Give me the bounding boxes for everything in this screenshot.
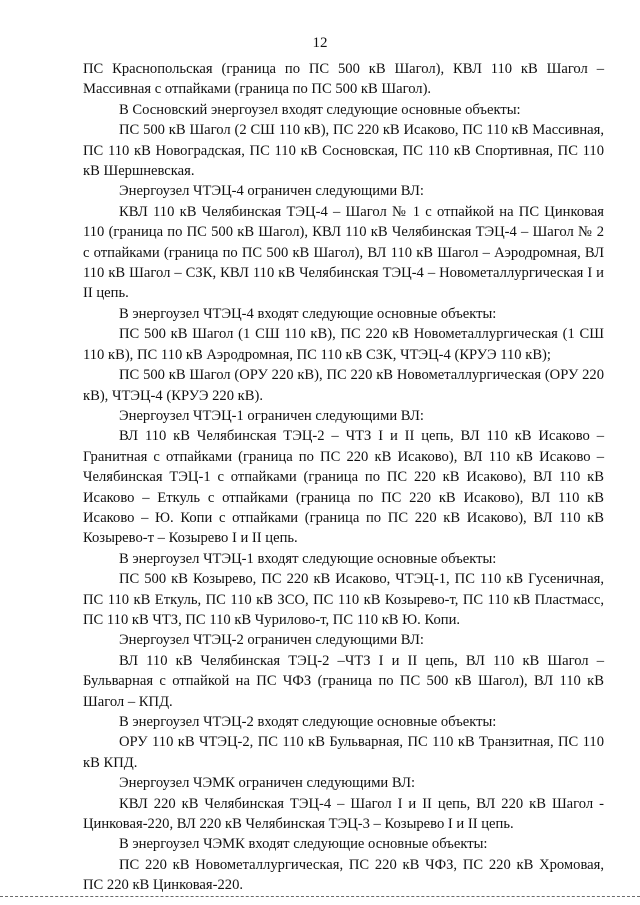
paragraph-sosnovsky-boundary-end: ПС Краснопольская (граница по ПС 500 кВ Шагол), КВЛ 110 кВ Шагол – Массивная с отпайками (граница по ПС 500 кВ Шагол). bbox=[83, 61, 604, 98]
paragraph-sosnovsky-objects: ПС 500 кВ Шагол (2 СШ 110 кВ), ПС 220 кВ Исаково, ПС 110 кВ Массивная, ПС 110 кВ Новоградская, ПС 110 кВ Сосновская, ПС 110 кВ Спортивная, ПС 110 кВ Шершневская. bbox=[83, 122, 604, 180]
paragraph-chemk-boundary-lines: КВЛ 220 кВ Челябинская ТЭЦ-4 – Шагол I и II цепь, ВЛ 220 кВ Шагол - Цинковая-220, ВЛ 220 кВ Челябинская ТЭЦ-3 – Козырево I и II цепь. bbox=[83, 795, 604, 833]
paragraph-chtec4-objects-220: ПС 500 кВ Шагол (ОРУ 220 кВ), ПС 220 кВ Новометаллургическая (ОРУ 220 кВ), ЧТЭЦ-4 (КРУЭ 220 кВ). bbox=[83, 367, 604, 404]
page-number: 12 bbox=[312, 35, 328, 51]
paragraph-chtec4-boundary-lines: КВЛ 110 кВ Челябинская ТЭЦ-4 – Шагол № 1 с отпайкой на ПС Цинковая 110 (граница по ПС 500 кВ Шагол), КВЛ 110 кВ Челябинская ТЭЦ-4 – Шагол № 2 с отпайками (граница по ПС 500 кВ Шагол), ВЛ 110 кВ Шагол – Аэродромная, ВЛ 110 кВ Шагол – СЗК, КВЛ 110 кВ Челябинская ТЭЦ-4 – Новометаллургическая I и II цепь. bbox=[83, 203, 604, 302]
paragraph-chtec1-boundary-lines: ВЛ 110 кВ Челябинская ТЭЦ-2 – ЧТЗ I и II цепь, ВЛ 110 кВ Исаково – Гранитная с отпайками (граница по ПС 220 кВ Исаково), ВЛ 110 кВ Исаково – Челябинская ТЭЦ-1 с отпайками (граница по ПС 220 кВ Исаково), ВЛ 110 кВ Исаково – Еткуль с отпайками (граница по ПС 220 кВ Исаково), ВЛ 110 кВ Исаково – Ю. Копи с отпайками (граница по ПС 220 кВ Исаково), ВЛ 110 кВ Козырево-т – Козырево I и II цепь. bbox=[83, 428, 604, 547]
paragraph-chtec2-objects: ОРУ 110 кВ ЧТЭЦ-2, ПС 110 кВ Бульварная, ПС 110 кВ Транзитная, ПС 110 кВ КПД. bbox=[83, 734, 604, 771]
paragraph-chtec2-objects-heading: В энергоузел ЧТЭЦ-2 входят следующие основные объекты: bbox=[119, 714, 497, 730]
paragraph-chemk-objects-heading: В энергоузел ЧЭМК входят следующие основные объекты: bbox=[119, 836, 488, 853]
paragraph-chemk-boundary-heading: Энергоузел ЧЭМК ограничен следующими ВЛ: bbox=[119, 775, 416, 792]
paragraph-sosnovsky-objects-heading: В Сосновский энергоузел входят следующие основные объекты: bbox=[119, 101, 521, 118]
paragraph-chemk-objects: ПС 220 кВ Новометаллургическая, ПС 220 кВ ЧФЗ, ПС 220 кВ Хромовая, ПС 220 кВ Цинковая-220. bbox=[83, 856, 604, 894]
paragraph-chtec2-boundary-heading: Энергоузел ЧТЭЦ-2 ограничен следующими ВЛ: bbox=[119, 632, 424, 649]
paragraph-chtec4-objects-110: ПС 500 кВ Шагол (1 СШ 110 кВ), ПС 220 кВ Новометаллургическая (1 СШ 110 кВ), ПС 110 кВ Аэродромная, ПС 110 кВ СЗК, ЧТЭЦ-4 (КРУЭ 110 кВ); bbox=[83, 326, 604, 363]
paragraph-chtec2-boundary-lines: ВЛ 110 кВ Челябинская ТЭЦ-2 –ЧТЗ I и II цепь, ВЛ 110 кВ Шагол – Бульварная с отпайкой на ПС ЧФЗ (граница по ПС 500 кВ Шагол), ВЛ 110 кВ Шагол – КПД. bbox=[83, 652, 604, 710]
paragraph-chtec1-boundary-heading: Энергоузел ЧТЭЦ-1 ограничен следующими ВЛ: bbox=[119, 407, 424, 424]
paragraph-chtec4-objects-heading: В энергоузел ЧТЭЦ-4 входят следующие основные объекты: bbox=[119, 305, 497, 322]
paragraph-chtec4-boundary-heading: Энергоузел ЧТЭЦ-4 ограничен следующими ВЛ: bbox=[119, 183, 424, 200]
paragraph-chtec1-objects: ПС 500 кВ Козырево, ПС 220 кВ Исаково, ЧТЭЦ-1, ПС 110 кВ Гусеничная, ПС 110 кВ Еткуль, ПС 110 кВ ЗСО, ПС 110 кВ Козырево-т, ПС 110 кВ Пластмасс, ПС 110 кВ ЧТЗ, ПС 110 кВ Чурилово-т, ПС 110 кВ Ю. Копи. bbox=[83, 571, 604, 628]
document-body bbox=[83, 59, 604, 896]
paragraph-chtec1-objects-heading: В энергоузел ЧТЭЦ-1 входят следующие основные объекты: bbox=[119, 550, 497, 567]
scan-bottom-edge bbox=[0, 896, 640, 897]
